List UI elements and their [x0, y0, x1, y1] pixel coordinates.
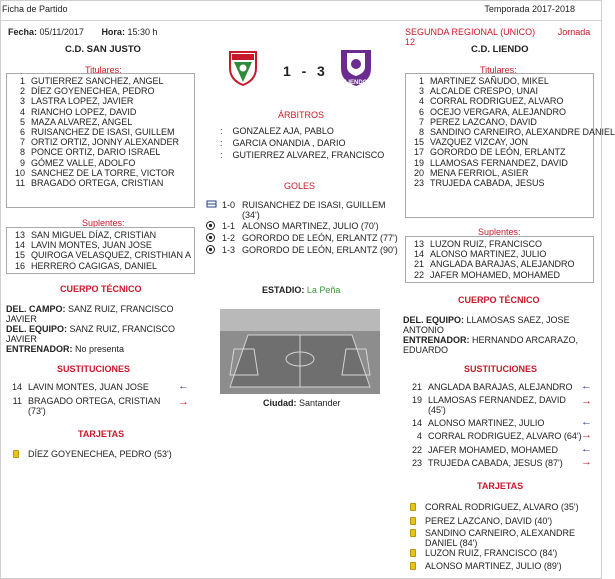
away-coach-value: HERNANDO ARCARAZO,: [472, 335, 579, 345]
player-number: 22: [413, 269, 424, 280]
player-row[interactable]: [406, 117, 593, 127]
player-row[interactable]: [7, 147, 194, 157]
player-number: 15: [14, 250, 25, 261]
away-crest-icon[interactable]: [338, 47, 374, 89]
referee-row: [220, 126, 334, 136]
referee-row: [220, 150, 384, 160]
away-team-name[interactable]: C.D. LIENDO: [471, 44, 529, 55]
referee-name: GARCIA ONANDIA , DARIO: [232, 138, 346, 148]
player-name[interactable]: MAZA ALVAREZ, ANGEL: [31, 116, 133, 127]
away-score: 3: [317, 63, 326, 79]
home-staff: [6, 304, 196, 354]
player-number: 14: [14, 240, 25, 251]
card-player-line2: DANIEL (84'): [425, 538, 478, 548]
away-delequipo-value-2: ANTONIO: [403, 325, 444, 335]
sub-player[interactable]: CORRAL RODRIGUEZ, ALVARO (64'): [428, 431, 582, 441]
card-player[interactable]: LUZON RUIZ, FRANCISCO (84'): [425, 548, 558, 558]
player-number: 4: [19, 106, 25, 117]
goal-scorer: GORORDO DE LEÓN, ERLANTZ (90'): [242, 245, 398, 255]
home-starters-list: [6, 73, 195, 208]
sub-number: 4: [416, 431, 422, 441]
home-delequipo-value-2: JAVIER: [6, 334, 37, 344]
home-starters-title: Titulares:: [85, 65, 122, 75]
goal-minute: (34'): [242, 210, 260, 220]
player-row[interactable]: [406, 86, 593, 96]
player-number: 21: [413, 259, 424, 270]
time-label: Hora:: [101, 27, 125, 37]
ball-icon: [206, 245, 215, 256]
player-number: 7: [418, 116, 424, 127]
player-number: 9: [19, 157, 25, 168]
player-row[interactable]: [7, 178, 194, 188]
penalty-icon: [206, 200, 217, 211]
yellow-card-icon: [410, 529, 416, 537]
player-name[interactable]: PONCE ORTIZ, DARIO ISRAEL: [31, 147, 161, 158]
date-time: [8, 27, 158, 37]
sub-in-arrow-icon: ←: [178, 380, 189, 392]
player-row[interactable]: [7, 240, 194, 250]
away-subs-changes-title: SUSTITUCIONES: [464, 364, 538, 374]
player-row[interactable]: [7, 158, 194, 168]
away-cards-title: TARJETAS: [477, 481, 524, 491]
date-label: Fecha:: [8, 27, 38, 37]
player-number: 11: [15, 177, 25, 188]
player-name[interactable]: JAFER MOHAMED, MOHAMED: [430, 269, 561, 280]
competition-name[interactable]: SEGUNDA REGIONAL (UNICO): [405, 27, 536, 37]
card-player[interactable]: DÍEZ GOYENECHEA, PEDRO (53'): [28, 449, 172, 459]
player-row[interactable]: [406, 147, 593, 157]
player-number: 4: [418, 96, 424, 107]
away-delequipo-label: DEL. EQUIPO:: [403, 315, 465, 325]
city-label: Ciudad:: [263, 398, 297, 408]
sub-player[interactable]: ALONSO MARTINEZ, JULIO: [428, 418, 545, 428]
player-row[interactable]: [7, 250, 194, 260]
player-name[interactable]: MENA FERRIOL, ASIER: [430, 167, 529, 178]
player-row[interactable]: [406, 239, 593, 249]
home-subs-list: [6, 227, 195, 274]
sub-out-arrow-icon: →: [581, 456, 592, 468]
sub-player[interactable]: ANGLADA BARAJAS, ALEJANDRO: [428, 382, 573, 392]
player-row[interactable]: [406, 107, 593, 117]
away-staff-title: CUERPO TÉCNICO: [458, 295, 540, 305]
player-number: 1: [418, 76, 424, 86]
player-row[interactable]: [406, 96, 593, 106]
goal-score: 1-2: [222, 233, 236, 243]
referee-name: GONZALEZ AJA, PABLO: [232, 126, 334, 136]
player-name[interactable]: QUIROGA VELASQUEZ, CRISTHIAN A: [31, 250, 192, 261]
yellow-card-icon: [410, 517, 416, 525]
referee-colon: :: [220, 150, 223, 160]
season-label: Temporada 2017-2018: [484, 4, 575, 14]
sub-player[interactable]: LLAMOSAS FERNANDEZ, DAVID: [428, 395, 566, 405]
sub-minute: (73'): [28, 406, 46, 416]
sub-out-arrow-icon: →: [581, 395, 592, 407]
card-player[interactable]: PEREZ LAZCANO, DAVID (40'): [425, 516, 553, 526]
sub-minute: (45'): [428, 405, 446, 415]
yellow-card-icon: [410, 549, 416, 557]
home-coach-label: ENTRENADOR:: [6, 344, 73, 354]
goal-score: 1-0: [222, 200, 236, 210]
sub-number: 21: [411, 382, 422, 392]
home-delcampo-value: SANZ RUIZ, FRANCISCO: [68, 304, 174, 314]
player-name[interactable]: LASTRA LOPEZ, JAVIER: [31, 96, 134, 107]
sub-in-arrow-icon: ←: [581, 443, 592, 455]
yellow-card-icon: [410, 562, 416, 570]
player-name[interactable]: ALCALDE CRESPO, UNAI: [430, 86, 539, 97]
player-name[interactable]: HERRERO CAGIGAS, DANIEL: [31, 260, 158, 271]
away-delequipo-value: LLAMOSAS SAEZ, JOSE: [466, 315, 570, 325]
svg-text:LIENDO: LIENDO: [344, 80, 368, 86]
card-player[interactable]: ALONSO MARTINEZ, JULIO (89'): [425, 561, 562, 571]
home-cards-title: TARJETAS: [78, 429, 125, 439]
player-row[interactable]: [406, 178, 593, 188]
home-delequipo-label: DEL. EQUIPO:: [6, 324, 68, 334]
stadium-name[interactable]: La Peña: [306, 285, 341, 295]
player-number: 3: [418, 86, 424, 97]
home-delequipo-value: SANZ RUIZ, FRANCISCO: [69, 324, 176, 334]
referee-colon: :: [220, 138, 223, 148]
sub-player[interactable]: BRAGADO ORTEGA, CRISTIAN: [28, 396, 161, 406]
sub-number: 19: [411, 395, 422, 405]
referee-colon: :: [220, 126, 223, 136]
player-number: 23: [413, 177, 424, 188]
player-row[interactable]: [406, 168, 593, 178]
player-name[interactable]: LUZON RUIZ, FRANCISCO: [430, 239, 543, 249]
player-row[interactable]: [7, 230, 194, 240]
date-value: 05/11/2017: [39, 27, 84, 37]
home-subs-title: Suplentes:: [82, 218, 125, 228]
stadium-label: ESTADIO:: [262, 285, 305, 295]
sub-player[interactable]: JAFER MOHAMED, MOHAMED: [428, 445, 559, 455]
player-name[interactable]: ANGLADA BARAJAS, ALEJANDRO: [430, 259, 575, 270]
referees-title: ÁRBITROS: [278, 110, 325, 120]
goal-scorer: RUISANCHEZ DE ISASI, GUILLEM: [242, 200, 386, 210]
player-row[interactable]: [406, 249, 593, 259]
player-name[interactable]: CORRAL RODRIGUEZ, ALVARO: [430, 96, 564, 107]
goal-scorer: ALONSO MARTINEZ, JULIO (70'): [242, 221, 379, 231]
goals-title: GOLES: [284, 181, 316, 191]
player-name[interactable]: TRUJEDA CABADA, JESUS: [430, 177, 545, 188]
sub-in-arrow-icon: ←: [581, 416, 592, 428]
home-delcampo-value-2: JAVIER: [6, 314, 37, 324]
player-row[interactable]: [406, 158, 593, 168]
player-name[interactable]: ORTIZ ORTIZ, JONNY ALEXANDER: [31, 137, 180, 148]
away-staff: [403, 315, 593, 355]
player-number: 5: [19, 116, 25, 127]
score-separator: -: [301, 63, 308, 79]
away-starters-list: [405, 73, 615, 218]
player-row[interactable]: [7, 86, 194, 96]
player-number: 15: [413, 137, 424, 148]
sub-number: 22: [411, 445, 422, 455]
city: [263, 398, 341, 408]
player-name[interactable]: BRAGADO ORTEGA, CRISTIAN: [31, 177, 164, 188]
player-name[interactable]: LLAMOSAS FERNANDEZ, DAVID: [430, 157, 568, 168]
player-name[interactable]: GÓMEZ VALLE, ADOLFO: [31, 157, 136, 168]
player-row[interactable]: [7, 137, 194, 147]
sub-number: 23: [411, 458, 422, 468]
player-name[interactable]: PEREZ LAZCANO, DAVID: [430, 116, 537, 127]
away-coach-label: ENTRENADOR:: [403, 335, 470, 345]
player-row[interactable]: [7, 96, 194, 106]
card-player[interactable]: CORRAL RODRIGUEZ, ALVARO (35'): [425, 502, 579, 512]
scoreboard: [283, 63, 326, 79]
goal-score: 1-3: [222, 245, 236, 255]
card-player[interactable]: SANDINO CARNEIRO, ALEXANDRE: [425, 528, 576, 538]
player-number: 10: [14, 167, 25, 178]
referee-row: [220, 138, 346, 148]
header-title: Ficha de Partido: [2, 4, 68, 14]
player-number: 2: [19, 86, 25, 97]
player-row[interactable]: [406, 137, 593, 147]
sub-number: 14: [411, 418, 422, 428]
player-row[interactable]: [7, 261, 194, 271]
round-label[interactable]: Jornada 12: [405, 27, 591, 47]
referee-name: GUTIERREZ ALVAREZ, FRANCISCO: [232, 150, 385, 160]
player-name[interactable]: LAVIN MONTES, JUAN JOSE: [31, 240, 152, 251]
home-delcampo-label: DEL. CAMPO:: [6, 304, 66, 314]
goal-score: 1-1: [222, 221, 236, 231]
player-name[interactable]: OCEJO VERGARA, ALEJANDRO: [430, 106, 567, 117]
stadium: [262, 285, 340, 295]
player-row[interactable]: [7, 117, 194, 127]
player-number: 1: [19, 76, 25, 86]
player-name[interactable]: SANCHEZ DE LA TORRE, VICTOR: [31, 167, 175, 178]
sub-out-arrow-icon: →: [178, 396, 189, 408]
player-row[interactable]: [406, 270, 593, 280]
player-row[interactable]: [406, 126, 615, 137]
home-score: 1: [283, 63, 292, 79]
player-number: 6: [19, 126, 25, 137]
away-subs-title: Suplentes:: [478, 227, 521, 237]
away-coach-value-2: EDUARDO: [403, 345, 449, 355]
player-row[interactable]: [7, 127, 194, 137]
player-number: 20: [413, 167, 424, 178]
player-number: 7: [19, 137, 25, 148]
player-number: 14: [413, 249, 424, 260]
player-number: 16: [14, 260, 25, 271]
player-name[interactable]: ALONSO MARTINEZ, JULIO: [430, 249, 547, 260]
home-crest-icon[interactable]: [228, 48, 258, 88]
home-staff-title: CUERPO TÉCNICO: [60, 284, 142, 294]
time-value: 15:30 h: [127, 27, 158, 37]
sub-number: 11: [12, 396, 22, 406]
player-row[interactable]: [7, 168, 194, 178]
player-name[interactable]: SANDINO CARNEIRO, ALEXANDRE DANIEL: [430, 126, 615, 137]
player-name[interactable]: GUTIERREZ SANCHEZ, ANGEL: [31, 76, 164, 86]
player-number: 8: [19, 147, 25, 158]
sub-number: 14: [11, 382, 22, 392]
player-number: 13: [413, 239, 424, 249]
sub-in-arrow-icon: ←: [581, 380, 592, 392]
sub-player[interactable]: TRUJEDA CABADA, JESUS (87'): [428, 458, 563, 468]
goal-scorer: GORORDO DE LEÓN, ERLANTZ (77'): [242, 233, 398, 243]
player-name[interactable]: VAZQUEZ VIZCAY, JON: [430, 137, 529, 148]
sub-out-arrow-icon: →: [581, 429, 592, 441]
home-coach-value: No presenta: [75, 344, 125, 354]
ball-icon: [206, 221, 215, 232]
player-number: 19: [413, 157, 424, 168]
player-row[interactable]: [7, 76, 194, 86]
yellow-card-icon: [13, 450, 19, 458]
yellow-card-icon: [410, 503, 416, 511]
home-team-name[interactable]: C.D. SAN JUSTO: [65, 44, 141, 55]
player-row[interactable]: [7, 107, 194, 117]
city-name: Santander: [299, 398, 341, 408]
home-subs-changes-title: SUSTITUCIONES: [57, 364, 131, 374]
ball-icon: [206, 233, 215, 244]
player-name[interactable]: RIANCHO LOPEZ, DAVID: [31, 106, 137, 117]
sub-player[interactable]: LAVIN MONTES, JUAN JOSE: [28, 382, 149, 392]
player-row[interactable]: [406, 76, 593, 86]
player-number: 3: [19, 96, 25, 107]
away-subs-list: [405, 236, 594, 283]
player-name[interactable]: GORORDO DE LEÓN, ERLANTZ: [430, 147, 566, 158]
player-number: 6: [418, 106, 424, 117]
player-number: 8: [418, 126, 424, 137]
player-name[interactable]: MARTINEZ SAÑUDO, MIKEL: [430, 76, 549, 86]
player-name[interactable]: SAN MIGUEL DÍAZ, CRISTIAN: [31, 230, 157, 240]
away-starters-title: Titulares:: [480, 65, 517, 75]
player-name[interactable]: RUISANCHEZ DE ISASI, GUILLEM: [31, 126, 175, 137]
player-number: 13: [14, 230, 25, 240]
stadium-photo: [220, 309, 380, 394]
top-bar: [0, 0, 602, 21]
player-number: 17: [413, 147, 424, 158]
player-name[interactable]: DÍEZ GOYENECHEA, PEDRO: [31, 86, 155, 97]
player-row[interactable]: [406, 259, 593, 269]
